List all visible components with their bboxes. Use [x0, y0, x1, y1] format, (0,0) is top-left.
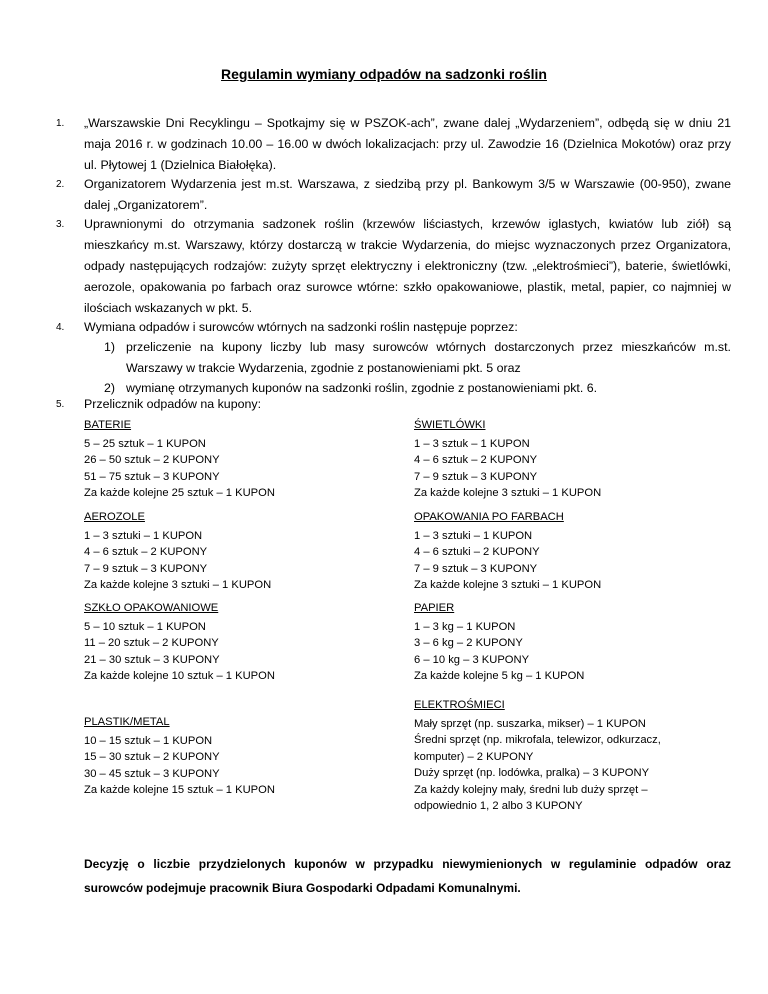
- category-line: 1 – 3 sztuk – 1 KUPON: [414, 437, 530, 450]
- document-title: Regulamin wymiany odpadów na sadzonki roślin: [221, 66, 547, 82]
- category-line: Za każdy kolejny mały, średni lub duży sprzęt –: [414, 783, 648, 796]
- rule-item-1: [56, 113, 731, 176]
- category-line: Za każde kolejne 15 sztuk – 1 KUPON: [84, 784, 275, 796]
- category-plastik-metal: [84, 714, 394, 799]
- category-line: 15 – 30 sztuk – 2 KUPONY: [84, 751, 220, 763]
- rule-text: Przelicznik odpadów na kupony:: [84, 397, 262, 411]
- category-line: komputer) – 2 KUPONY: [414, 750, 534, 763]
- category-line: 7 – 9 sztuk – 3 KUPONY: [414, 562, 538, 575]
- rule-number: 2.: [56, 179, 65, 190]
- category-aerozole: [84, 509, 394, 594]
- category-line: Za każde kolejne 3 sztuki – 1 KUPON: [414, 487, 602, 499]
- rule-item-3: [56, 214, 731, 319]
- subitem-text: przeliczenie na kupony liczby lub masy surowców wtórnych dostarczonych przez mieszkańców m.st. Warszawy w trakcie Wydarzenia, zgodnie z postanowieniami pkt. 5 oraz: [126, 340, 731, 375]
- category-title: ŚWIETLÓWKI: [414, 419, 486, 431]
- rule-text: Organizatorem Wydarzenia jest m.st. Warszawa, z siedzibą przy pl. Bankowym 3/5 w Warszawie (00-950), zwane dalej „Organizatorem”.: [84, 177, 731, 212]
- rule-item-5: [56, 394, 731, 415]
- rule-number: 1.: [56, 118, 65, 129]
- category-line: Za każde kolejne 3 sztuki – 1 KUPON: [84, 579, 272, 591]
- rule-number: 3.: [56, 219, 65, 230]
- category-line: 5 – 25 sztuk – 1 KUPON: [84, 437, 206, 450]
- category-papier: [414, 600, 724, 685]
- category-line: 7 – 9 sztuk – 3 KUPONY: [84, 562, 208, 575]
- subitem-number: 2): [104, 381, 116, 395]
- category-opakowania-po-farbach: [414, 509, 724, 594]
- subitem-text: wymianę otrzymanych kuponów na sadzonki roślin, zgodnie z postanowieniami pkt. 6.: [126, 381, 598, 395]
- category-szklo: [84, 600, 394, 685]
- category-line: 1 – 3 kg – 1 KUPON: [414, 620, 516, 633]
- subitem-number: 1): [104, 340, 116, 354]
- category-line: Mały sprzęt (np. suszarka, mikser) – 1 KUPON: [414, 717, 646, 730]
- category-line: 30 – 45 sztuk – 3 KUPONY: [84, 767, 220, 780]
- category-line: 4 – 6 sztuk – 2 KUPONY: [84, 546, 208, 558]
- category-line: 21 – 30 sztuk – 3 KUPONY: [84, 653, 220, 666]
- category-line: 11 – 20 sztuk – 2 KUPONY: [84, 637, 219, 649]
- rule-text: Wymiana odpadów i surowców wtórnych na sadzonki roślin następuje poprzez:: [84, 320, 518, 334]
- category-line: 4 – 6 sztuki – 2 KUPONY: [414, 546, 540, 558]
- category-title: ELEKTROŚMIECI: [414, 699, 505, 711]
- category-title: OPAKOWANIA PO FARBACH: [414, 511, 564, 523]
- category-line: 26 – 50 sztuk – 2 KUPONY: [84, 454, 220, 466]
- category-line: 7 – 9 sztuk – 3 KUPONY: [414, 470, 538, 483]
- category-line: Za każde kolejne 5 kg – 1 KUPON: [414, 670, 585, 682]
- category-line: 1 – 3 sztuki – 1 KUPON: [84, 529, 203, 542]
- category-swietlowki: [414, 417, 724, 502]
- rule-number: 5.: [56, 399, 65, 410]
- footer-note: Decyzję o liczbie przydzielonych kuponów w przypadku niewymienionych w regulaminie odpadów oraz surowców podejmuje pracownik Biura Gospodarki Odpadami Komunalnymi.: [84, 857, 731, 895]
- category-line: Za każde kolejne 10 sztuk – 1 KUPON: [84, 670, 275, 682]
- category-line: Za każde kolejne 3 sztuki – 1 KUPON: [414, 579, 602, 591]
- category-line: odpowiednio 1, 2 albo 3 KUPONY: [414, 800, 583, 812]
- rule-subitem-1: [104, 337, 731, 379]
- category-line: 6 – 10 kg – 3 KUPONY: [414, 653, 530, 666]
- category-line: 51 – 75 sztuk – 3 KUPONY: [84, 470, 220, 483]
- category-title: SZKŁO OPAKOWANIOWE: [84, 602, 219, 614]
- category-title: AEROZOLE: [84, 511, 145, 523]
- category-line: 4 – 6 sztuk – 2 KUPONY: [414, 454, 538, 466]
- rule-number: 4.: [56, 322, 65, 333]
- category-title: PLASTIK/METAL: [84, 716, 170, 728]
- category-line: 10 – 15 sztuk – 1 KUPON: [84, 734, 213, 747]
- category-title: PAPIER: [414, 602, 455, 614]
- category-elektrosmieci: [414, 697, 724, 815]
- category-line: Za każde kolejne 25 sztuk – 1 KUPON: [84, 487, 275, 499]
- category-line: 1 – 3 sztuki – 1 KUPON: [414, 529, 533, 542]
- rule-text: Uprawnionymi do otrzymania sadzonek roślin (krzewów liściastych, krzewów iglastych, kwiatów lub ziół) są mieszkańcy m.st. Warszawy, którzy dostarczą w trakcie Wydarzenia, do miejsc wyznaczonych przez Organizatora, odpady następujących rodzajów: zużyty sprzęt elektryczny i elektroniczny (tzw. „elektrośmieci”), baterie, świetlówki, aerozole, opakowania po farbach oraz surowce wtórne: szkło opakowaniowe, plastik, metal, papier, co najmniej w ilościach wskazanych w pkt. 5.: [84, 217, 731, 315]
- category-line: Średni sprzęt (np. mikrofala, telewizor, odkurzacz,: [414, 734, 661, 746]
- category-line: Duży sprzęt (np. lodówka, pralka) – 3 KUPONY: [414, 767, 650, 779]
- rule-text: „Warszawskie Dni Recyklingu – Spotkajmy się w PSZOK-ach”, zwane dalej „Wydarzeniem”, odbędą się w dniu 21 maja 2016 r. w godzinach 10.00 – 16.00 w dwóch lokalizacjach: przy ul. Zawodzie 16 (Dzielnica Mokotów) oraz przy ul. Płytowej 1 (Dzielnica Białołęka).: [84, 116, 731, 172]
- category-title: BATERIE: [84, 419, 132, 431]
- rule-item-2: [56, 174, 731, 216]
- rule-item-4: [56, 317, 731, 338]
- category-line: 5 – 10 sztuk – 1 KUPON: [84, 620, 206, 633]
- category-line: 3 – 6 kg – 2 KUPONY: [414, 637, 523, 649]
- category-baterie: [84, 417, 394, 502]
